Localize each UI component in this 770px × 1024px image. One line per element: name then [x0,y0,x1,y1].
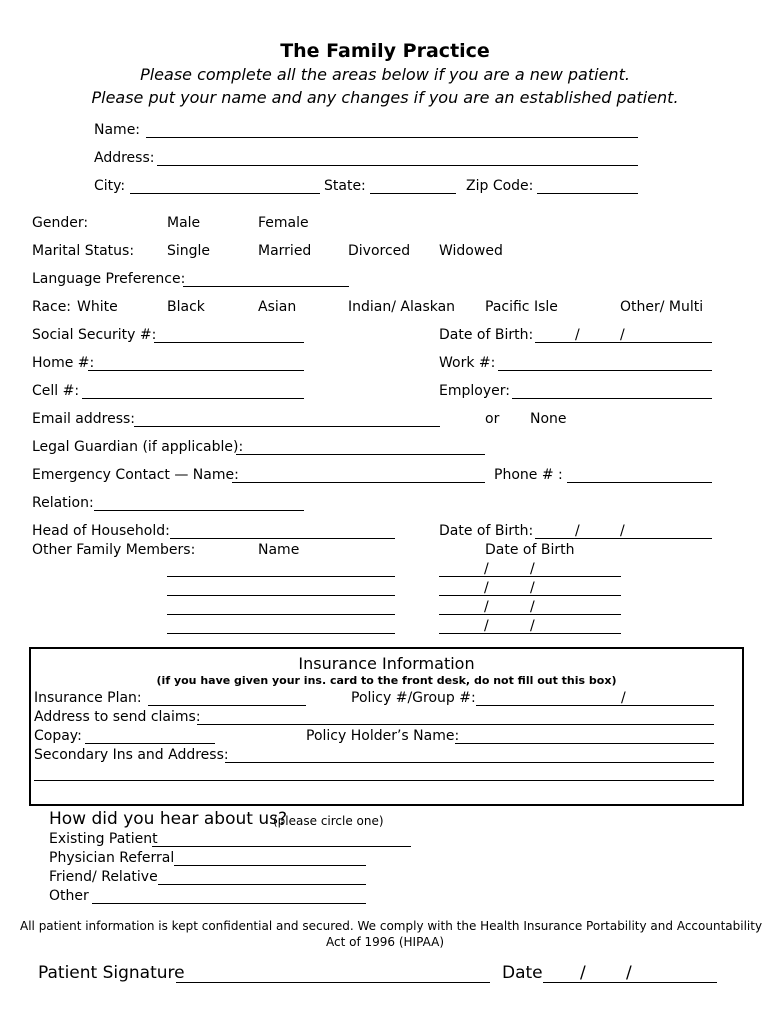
secondary-insurance-field-continued[interactable] [34,780,714,781]
ssn-label: Social Security #: [32,327,157,343]
signature-date-slash: / [580,963,586,983]
family-member-name-field[interactable] [167,576,395,577]
gender-option-female[interactable]: Female [258,215,309,231]
legal-guardian-label: Legal Guardian (if applicable): [32,439,244,455]
referral-physician-field[interactable] [174,865,366,866]
family-dob-slash: / [484,618,489,634]
race-option-indian-alaskan[interactable]: Indian/ Alaskan [348,299,456,315]
family-dob-slash: / [530,599,535,615]
policy-group-slash: / [621,690,626,706]
race-option-white[interactable]: White [77,299,118,315]
address-field[interactable] [157,165,638,166]
other-family-label: Other Family Members: [32,542,196,558]
referral-hint: (please circle one) [273,814,384,828]
marital-option-single[interactable]: Single [167,243,211,259]
instruction-established-patient: Please put your name and any changes if you are an established patient. [91,88,679,107]
dob-label: Date of Birth: [439,327,534,343]
work-phone-field[interactable] [498,370,712,371]
insurance-note: (if you have given your ins. card to the front desk, do not fill out this box) [156,674,617,687]
email-label: Email address: [32,411,136,427]
gender-option-male[interactable]: Male [167,215,201,231]
state-field[interactable] [370,193,456,194]
ssn-field[interactable] [154,342,304,343]
gender-label: Gender: [32,215,89,231]
insurance-plan-label: Insurance Plan: [34,690,142,706]
home-phone-field[interactable] [88,370,304,371]
referral-option-other[interactable]: Other [49,888,89,904]
insurance-title: Insurance Information [298,654,475,673]
insurance-plan-field[interactable] [148,705,306,706]
referral-question: How did you hear about us? [49,809,287,829]
zip-label: Zip Code: [466,178,534,194]
secondary-insurance-field[interactable] [225,762,714,763]
race-label: Race: [32,299,72,315]
policy-holder-field[interactable] [455,743,714,744]
state-label: State: [324,178,366,194]
head-dob-slash: / [575,523,580,539]
email-none-option[interactable]: None [530,411,567,427]
head-dob-label: Date of Birth: [439,523,534,539]
instruction-new-patient: Please complete all the areas below if you are a new patient. [140,65,630,84]
family-member-name-field[interactable] [167,614,395,615]
cell-phone-label: Cell #: [32,383,80,399]
zip-field[interactable] [537,193,638,194]
claims-address-label: Address to send claims: [34,709,201,725]
race-option-black[interactable]: Black [167,299,205,315]
emergency-contact-label: Emergency Contact — Name: [32,467,239,483]
employer-label: Employer: [439,383,510,399]
race-option-pacific-isle[interactable]: Pacific Isle [485,299,558,315]
city-field[interactable] [130,193,320,194]
referral-option-existing-patient[interactable]: Existing Patient [49,831,158,847]
family-dob-column-header: Date of Birth [485,542,575,558]
marital-status-label: Marital Status: [32,243,135,259]
city-label: City: [94,178,126,194]
work-phone-label: Work #: [439,355,496,371]
family-dob-slash: / [530,618,535,634]
family-member-name-field[interactable] [167,595,395,596]
relation-label: Relation: [32,495,94,511]
family-dob-slash: / [484,599,489,615]
head-of-household-field[interactable] [170,538,395,539]
claims-address-field[interactable] [197,724,714,725]
signature-date-label: Date [502,963,543,983]
referral-existing-patient-field[interactable] [152,846,411,847]
family-member-name-field[interactable] [167,633,395,634]
patient-signature-label: Patient Signature [38,963,185,983]
family-name-column-header: Name [258,542,300,558]
marital-option-divorced[interactable]: Divorced [348,243,411,259]
language-label: Language Preference: [32,271,186,287]
email-field[interactable] [134,426,440,427]
policy-group-label: Policy #/Group #: [351,690,476,706]
referral-friend-field[interactable] [158,884,366,885]
emergency-contact-field[interactable] [232,482,485,483]
hipaa-notice: All patient information is kept confidential and secured. We comply with the Health Insurance Portability and Accountability [20,919,763,933]
name-field[interactable] [146,137,638,138]
copay-label: Copay: [34,728,82,744]
patient-signature-field[interactable] [176,982,490,983]
email-or-text: or [485,411,500,427]
emergency-phone-field[interactable] [567,482,712,483]
employer-field[interactable] [512,398,712,399]
head-dob-slash: / [620,523,625,539]
home-phone-label: Home #: [32,355,95,371]
language-field[interactable] [183,286,349,287]
cell-phone-field[interactable] [82,398,304,399]
family-dob-slash: / [530,580,535,596]
marital-option-widowed[interactable]: Widowed [439,243,503,259]
dob-slash: / [575,327,580,343]
family-dob-slash: / [484,561,489,577]
policy-group-field[interactable] [476,705,714,706]
emergency-phone-label: Phone # : [494,467,563,483]
referral-other-field[interactable] [92,903,366,904]
family-dob-slash: / [484,580,489,596]
race-option-asian[interactable]: Asian [258,299,297,315]
head-of-household-label: Head of Household: [32,523,170,539]
secondary-insurance-label: Secondary Ins and Address: [34,747,229,763]
relation-field[interactable] [94,510,304,511]
copay-field[interactable] [85,743,215,744]
signature-date-slash: / [626,963,632,983]
dob-slash: / [620,327,625,343]
policy-holder-label: Policy Holder’s Name: [306,728,460,744]
form-title: The Family Practice [280,40,490,62]
name-label: Name: [94,122,141,138]
race-option-other-multi[interactable]: Other/ Multi [620,299,704,315]
address-label: Address: [94,150,155,166]
marital-option-married[interactable]: Married [258,243,312,259]
legal-guardian-field[interactable] [236,454,485,455]
family-dob-slash: / [530,561,535,577]
referral-option-physician-referral[interactable]: Physician Referral [49,850,175,866]
referral-option-friend-relative[interactable]: Friend/ Relative [49,869,158,885]
hipaa-notice-continued: Act of 1996 (HIPAA) [326,935,444,949]
